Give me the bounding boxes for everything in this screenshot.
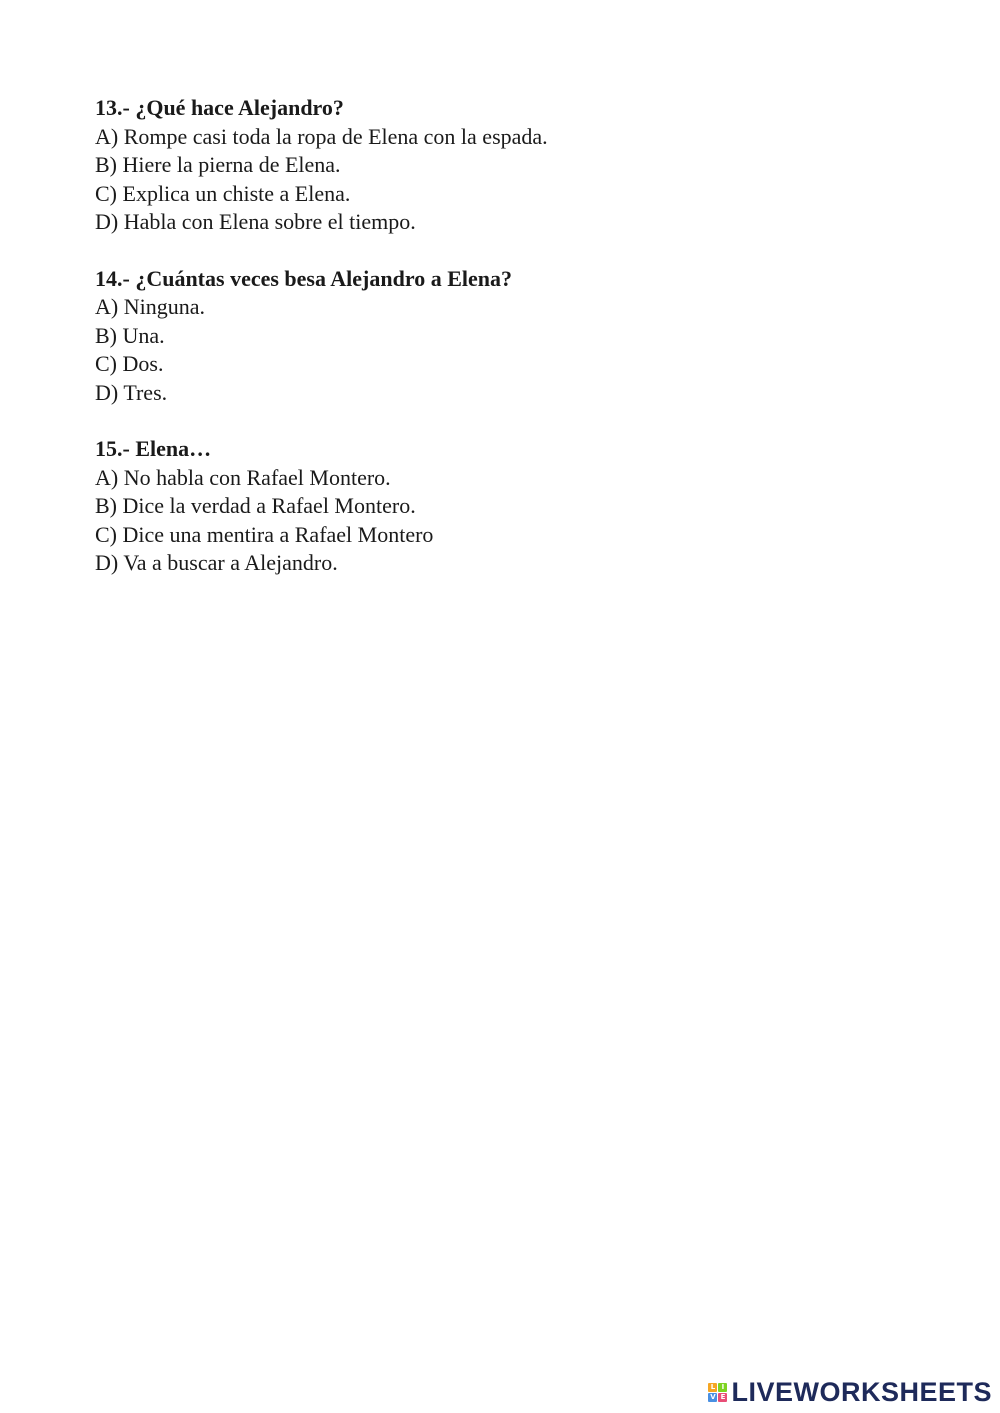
- option-c: C) Dos.: [95, 351, 164, 376]
- option-a: A) Rompe casi toda la ropa de Elena con la espada.: [95, 123, 548, 149]
- question-15: [95, 435, 915, 578]
- question-title: 15.- Elena…: [95, 436, 212, 461]
- option-d: D) Tres.: [95, 379, 168, 405]
- option-a: A) No habla con Rafael Montero.: [95, 464, 391, 490]
- logo-tile-l: L: [708, 1383, 717, 1392]
- option-b: B) Una.: [95, 322, 165, 348]
- option-b: B) Hiere la pierna de Elena.: [95, 152, 341, 177]
- option-c: C) Explica un chiste a Elena.: [95, 180, 351, 206]
- option-a: A) Ninguna.: [95, 294, 205, 319]
- worksheet-content: [95, 94, 915, 606]
- liveworksheets-logo-icon: [708, 1383, 727, 1402]
- question-14: [95, 265, 915, 408]
- logo-tile-e: E: [718, 1393, 727, 1402]
- logo-tile-i: I: [718, 1383, 727, 1392]
- brand-name: LIVEWORKSHEETS: [731, 1376, 992, 1407]
- option-b: B) Dice la verdad a Rafael Montero.: [95, 493, 416, 518]
- option-d: D) Habla con Elena sobre el tiempo.: [95, 209, 416, 234]
- question-title: 13.- ¿Qué hace Alejandro?: [95, 95, 344, 120]
- liveworksheets-watermark: [708, 1377, 992, 1407]
- option-d: D) Va a buscar a Alejandro.: [95, 550, 338, 575]
- logo-tile-v: V: [710, 1392, 716, 1401]
- option-c: C) Dice una mentira a Rafael Montero: [95, 521, 434, 547]
- question-13: [95, 94, 915, 237]
- question-title: 14.- ¿Cuántas veces besa Alejandro a Elena?: [95, 265, 512, 291]
